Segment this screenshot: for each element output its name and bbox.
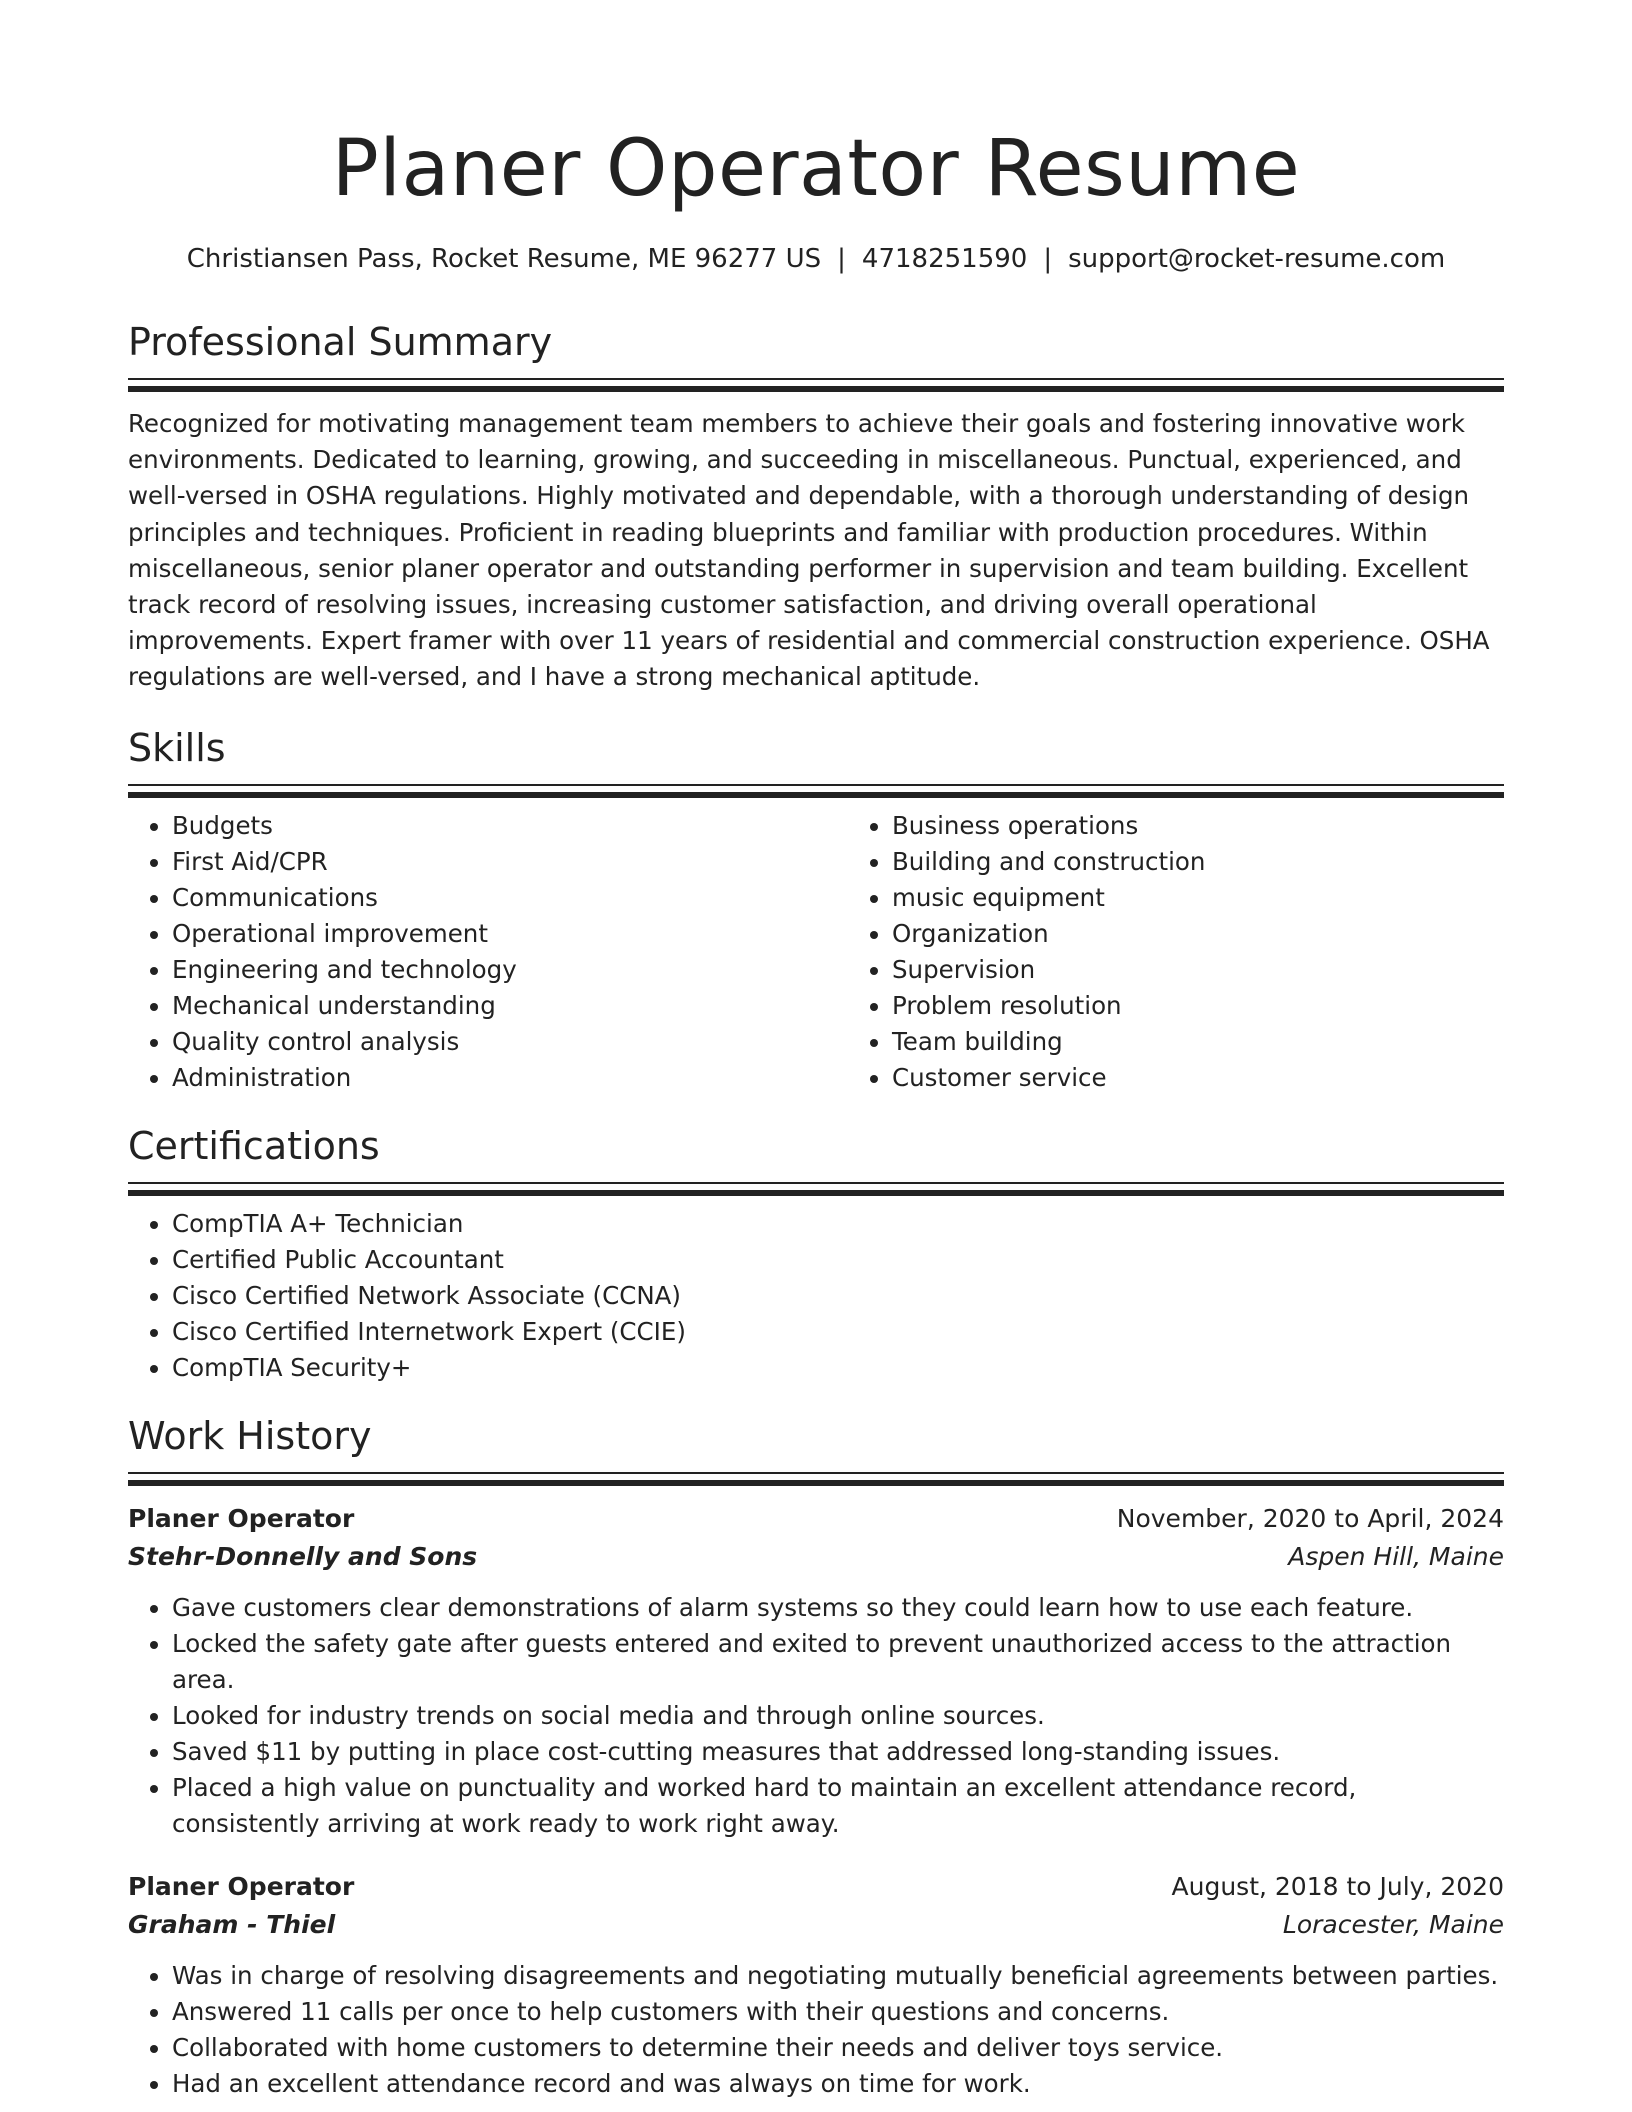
skill-item: • Quality control analysis: [172, 1024, 848, 1060]
job-bullet: • Placed a high value on punctuality and worked hard to maintain an excellent attendance record, consistently arriving at work ready to work right away.: [172, 1770, 1504, 1842]
skill-item: • Budgets: [172, 808, 848, 844]
section-divider: [128, 1472, 1504, 1484]
skill-item: • Problem resolution: [892, 988, 1504, 1024]
skill-item: • Customer service: [892, 1060, 1504, 1096]
contact-phone: 4718251590: [861, 244, 1028, 274]
skills-section: [128, 724, 1504, 1096]
job-dates: August, 2018 to July, 2020: [1171, 1871, 1504, 1901]
section-heading-skills: Skills: [128, 725, 226, 770]
section-divider: [128, 1182, 1504, 1194]
job-bullet: • Locked the safety gate after guests entered and exited to prevent unauthorized access to the attraction area.: [172, 1626, 1504, 1698]
job-bullet: • Gave customers clear demonstrations of alarm systems so they could learn how to use each feature.: [172, 1590, 1504, 1626]
contact-separator: |: [1043, 244, 1053, 274]
job-bullet: • Was in charge of resolving disagreements and negotiating mutually beneficial agreements between parties.: [172, 1958, 1504, 1994]
section-heading-work-history: Work History: [128, 1413, 372, 1458]
work-history-section: [128, 1412, 1504, 2102]
skill-item: • music equipment: [892, 880, 1504, 916]
skill-item: • Organization: [892, 916, 1504, 952]
job-company: Stehr-Donnelly and Sons: [128, 1541, 478, 1571]
job-bullets: [128, 1958, 1504, 2102]
resume-title: Planer Operator Resume: [331, 124, 1301, 214]
skill-item: • Administration: [172, 1060, 848, 1096]
summary-section: [128, 318, 1504, 696]
certification-item: • Cisco Certified Internetwork Expert (CCIE): [172, 1314, 1504, 1350]
contact-address: Christiansen Pass, Rocket Resume, ME 96277 US: [186, 244, 822, 274]
certification-item: • CompTIA A+ Technician: [172, 1206, 1504, 1242]
section-divider: [128, 378, 1504, 390]
skill-item: • Business operations: [892, 808, 1504, 844]
contact-separator: |: [837, 244, 846, 274]
job-bullets: [128, 1590, 1504, 1842]
skill-item: • Team building: [892, 1024, 1504, 1060]
skills-columns: [128, 808, 1504, 1096]
job-company: Graham - Thiel: [128, 1909, 336, 1939]
skill-item: • First Aid/CPR: [172, 844, 848, 880]
job-entry: [128, 1500, 1504, 1842]
job-title: Planer Operator: [128, 1503, 355, 1533]
section-divider: [128, 784, 1504, 796]
section-heading-summary: Professional Summary: [128, 320, 553, 364]
skill-item: • Communications: [172, 880, 848, 916]
job-bullet: • Saved $11 by putting in place cost-cutting measures that addressed long-standing issues.: [172, 1734, 1504, 1770]
certification-item: • CompTIA Security+: [172, 1350, 1504, 1386]
job-dates: November, 2020 to April, 2024: [1116, 1503, 1504, 1533]
skill-item: • Building and construction: [892, 844, 1504, 880]
skill-item: • Engineering and technology: [172, 952, 848, 988]
certifications-list: [128, 1206, 1504, 1386]
section-heading-certifications: Certifications: [128, 1123, 380, 1168]
certifications-section: [128, 1122, 1504, 1386]
job-location: Aspen Hill, Maine: [1288, 1541, 1504, 1571]
job-location: Loracester, Maine: [1282, 1909, 1504, 1939]
job-bullet: • Collaborated with home customers to determine their needs and deliver toys service.: [172, 2030, 1504, 2066]
summary-text: Recognized for motivating management team members to achieve their goals and fostering innovative work environments. Dedicated to learning, growing, and succeeding in miscellaneous. Punctual, experienced, and well-versed in OSHA regulations. Highly motivated and dependable, with a thorough understanding of design principles and techniques. Proficient in reading blueprints and familiar with production procedures. Within miscellaneous, senior planer operator and outstanding performer in supervision and team building. Excellent track record of resolving issues, increasing customer satisfaction, and driving overall operational improvements. Expert framer with over 11 years of residential and commercial construction experience. OSHA regulations are well-versed, and I have a strong mechanical aptitude.: [128, 409, 1490, 692]
job-bullet: • Looked for industry trends on social media and through online sources.: [172, 1698, 1504, 1734]
job-title: Planer Operator: [128, 1871, 355, 1901]
certification-item: • Certified Public Accountant: [172, 1242, 1504, 1278]
job-bullet: • Answered 11 calls per once to help customers with their questions and concerns.: [172, 1994, 1504, 2030]
contact-line: [128, 242, 1504, 276]
skill-item: • Operational improvement: [172, 916, 848, 952]
skill-item: • Mechanical understanding: [172, 988, 848, 1024]
contact-email[interactable]: support@rocket-resume.com: [1068, 244, 1446, 274]
skill-item: • Supervision: [892, 952, 1504, 988]
certification-item: • Cisco Certified Network Associate (CCNA): [172, 1278, 1504, 1314]
job-bullet: • Had an excellent attendance record and was always on time for work.: [172, 2066, 1504, 2102]
skills-list-left: [128, 808, 848, 1096]
skills-list-right: [848, 808, 1504, 1096]
job-entry: [128, 1868, 1504, 2102]
